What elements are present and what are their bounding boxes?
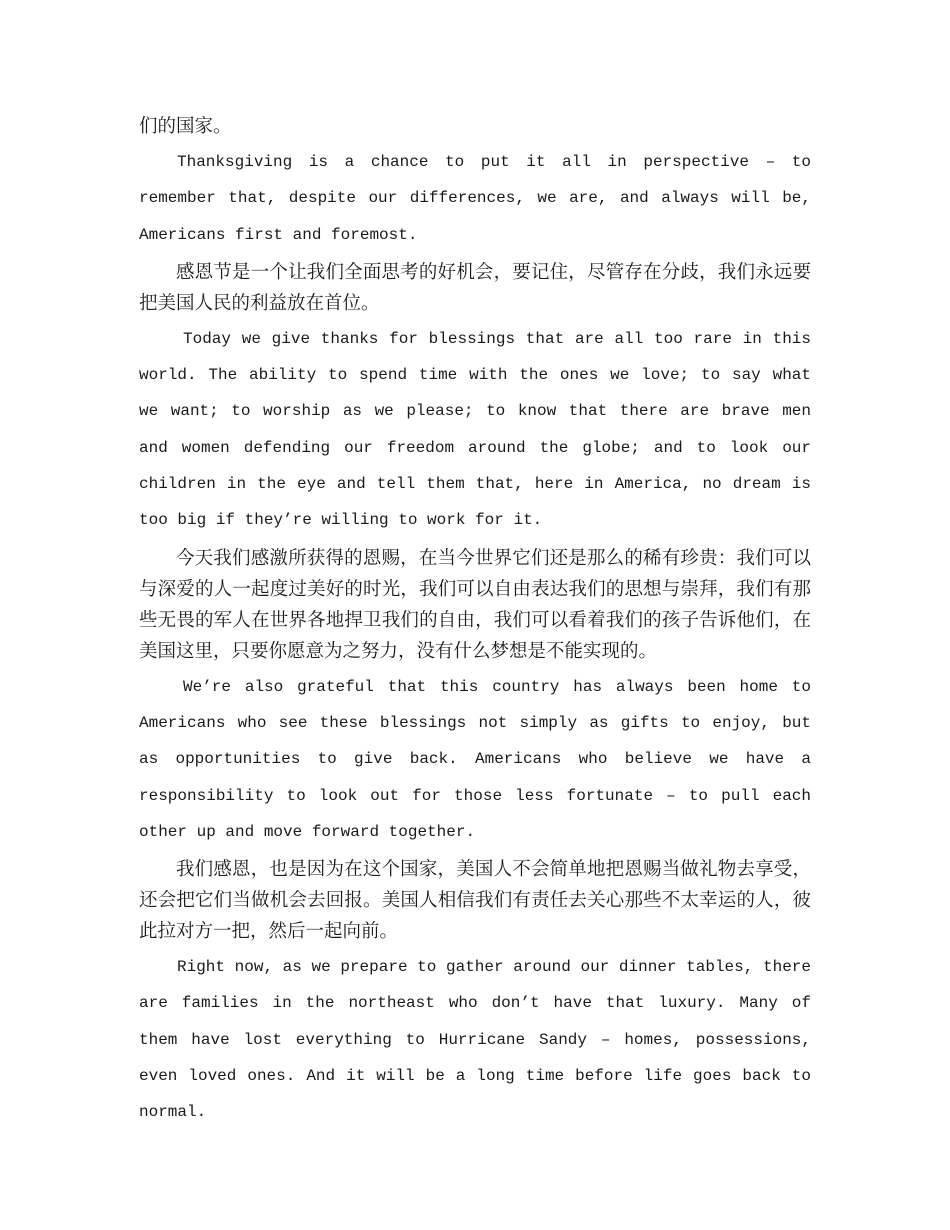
paragraph-en-1: Thanksgiving is a chance to put it all in perspective – to remember that, despite our differences, we are, and always will be, Americans first and foremost. [139, 153, 811, 244]
paragraph-zh-3: 今天我们感激所获得的恩赐，在当今世界它们还是那么的稀有珍贵：我们可以与深爱的人一起度过美好的时光，我们可以自由表达我们的思想与崇拜，我们有那些无畏的军人在世界各地捍卫我们的自由，我们可以看着我们的孩子告诉他们，在美国这里，只要你愿意为之努力，没有什么梦想是不能实现的。 [139, 547, 811, 662]
paragraph-en-3: We’re also grateful that this country has always been home to Americans who see these blessings not simply as gifts to enjoy, but as opportunities to give back. Americans who believe we have a responsibility to look out for those less fortunate – to pull each other up and move forward together. [139, 677, 811, 841]
paragraph-zh-4: 我们感恩，也是因为在这个国家，美国人不会简单地把恩赐当做礼物去享受，还会把它们当做机会去回报。美国人相信我们有责任去关心那些不太幸运的人，彼此拉对方一把，然后一起向前。 [139, 859, 811, 943]
paragraph-zh-1: 们的国家。 [139, 116, 232, 137]
document-page [139, 111, 811, 1131]
paragraph-en-4: Right now, as we prepare to gather around our dinner tables, there are families in the northeast who don’t have that luxury. Many of them have lost everything to Hurricane Sandy – homes, possessions, even loved ones. And it will be a long time before life goes back to normal. [139, 958, 811, 1122]
paragraph-en-2: Today we give thanks for blessings that are all too rare in this world. The ability to spend time with the ones we love; to say what we want; to worship as we please; to know that there are brave men and women defending our freedom around the globe; and to look our children in the eye and tell them that, here in America, no dream is too big if they’re willing to work for it. [139, 329, 811, 530]
paragraph-zh-2: 感恩节是一个让我们全面思考的好机会，要记住，尽管存在分歧，我们永远要把美国人民的利益放在首位。 [139, 261, 811, 314]
